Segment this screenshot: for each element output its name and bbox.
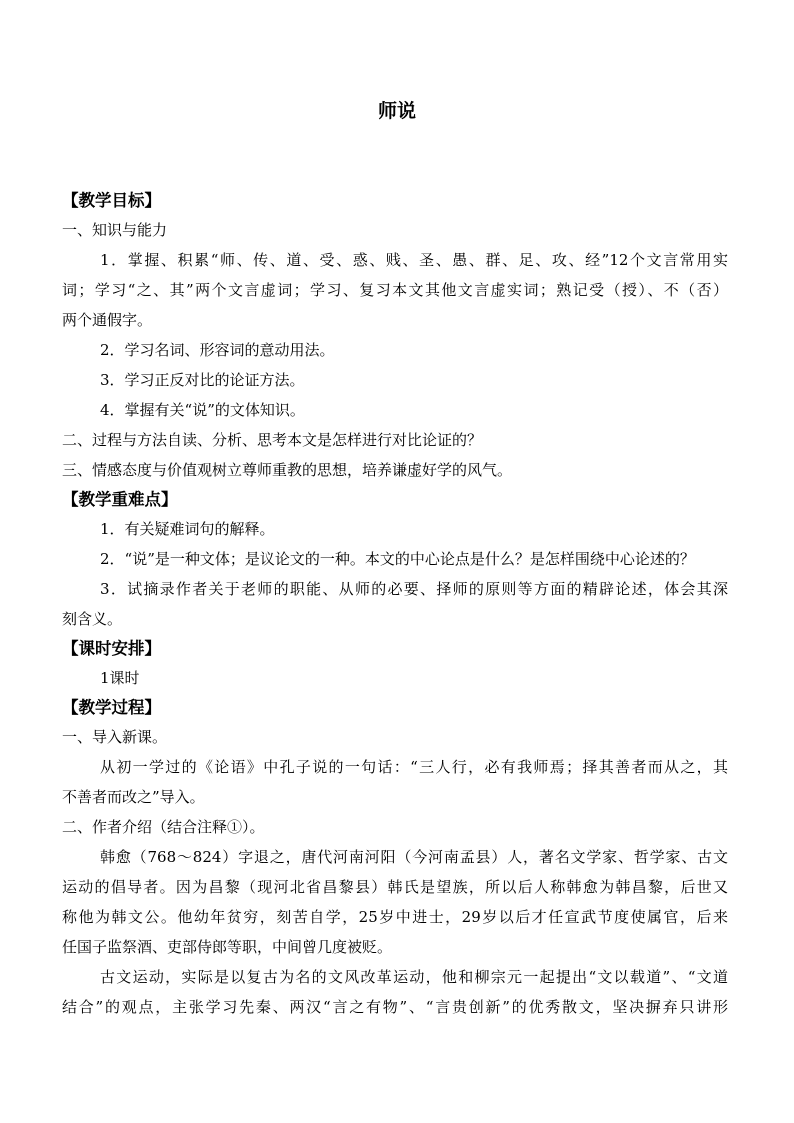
text-line-text: 三、情感态度与价值观树立尊师重教的思想，培养谦虚好学的风气。 (62, 461, 513, 479)
text-line (62, 425, 742, 455)
text-line-text: 韩愈（768～824）字退之，唐代河南河阳（今河南孟县）人，著名文学家、哲学家、古文 (100, 848, 728, 866)
text-line (62, 842, 742, 872)
text-line-text: 刻含义。 (62, 610, 123, 628)
text-line-text: 不善者而改之”导入。 (62, 788, 205, 806)
text-line-text: 1．掌握、积累“师、传、道、受、惑、贱、圣、愚、群、足、攻、经”12个文言常用实 (100, 251, 728, 269)
text-line-text: 一、知识与能力 (62, 221, 168, 239)
text-line (62, 215, 742, 245)
text-line (62, 604, 742, 634)
text-line-text: 4．掌握有关“说”的文体知识。 (100, 401, 305, 419)
section-heading (62, 485, 742, 514)
text-line (62, 962, 742, 992)
text-line (62, 722, 742, 752)
text-line-text: 二、作者介绍（结合注释①）。 (62, 818, 265, 836)
text-line-text: 运动的倡导者。因为昌黎（现河北省昌黎县）韩氏是望族，所以后人称韩愈为韩昌黎，后世又 (62, 878, 728, 896)
text-line-text: 称他为韩文公。他幼年贫穷，刻苦自学，25岁中进士，29岁以后才任宣武节度使属官，后来 (62, 908, 728, 926)
document-body (62, 186, 742, 1022)
section-heading-text: 【教学重难点】 (62, 490, 178, 509)
text-line-text: 1．有关疑难词句的解释。 (100, 520, 275, 538)
text-line (62, 544, 742, 574)
text-line-text: 3．学习正反对比的论证方法。 (100, 371, 305, 389)
text-line (62, 395, 742, 425)
text-line (62, 932, 742, 962)
text-line (62, 514, 742, 544)
text-line (62, 902, 742, 932)
text-line-text: 词；学习“之、其”两个文言虚词；学习、复习本文其他文言虚实词；熟记受（授）、不（否） (62, 281, 728, 299)
text-line-text: 两个通假字。 (62, 311, 153, 329)
section-heading-text: 【课时安排】 (62, 639, 161, 658)
text-line-text: 二、过程与方法自读、分析、思考本文是怎样进行对比论证的？ (62, 431, 483, 449)
text-line-text: 3．试摘录作者关于老师的职能、从师的必要、择师的原则等方面的精辟论述，体会其深 (100, 580, 728, 598)
text-line (62, 574, 742, 604)
section-heading (62, 634, 742, 663)
section-heading-text: 【教学过程】 (62, 698, 161, 717)
text-line-text: 古文运动，实际是以复古为名的文风改革运动，他和柳宗元一起提出“文以载道”、“文道 (100, 968, 728, 986)
section-heading (62, 186, 742, 215)
text-line-text: 一、导入新课。 (62, 728, 168, 746)
text-line (62, 365, 742, 395)
page-title: 师说 (377, 100, 416, 122)
text-line (62, 335, 742, 365)
text-line (62, 752, 742, 782)
text-line (62, 305, 742, 335)
text-line-text: 任国子监祭酒、吏部侍郎等职，中间曾几度被贬。 (62, 938, 393, 956)
text-line (62, 782, 742, 812)
text-line-text: 结合”的观点，主张学习先秦、两汉“言之有物”、“言贵创新”的优秀散文，坚决摒弃只讲形 (62, 998, 728, 1016)
text-line-text: 从初一学过的《论语》中孔子说的一句话：“三人行，必有我师焉；择其善者而从之，其 (100, 758, 728, 776)
text-line (62, 455, 742, 485)
text-line-text: 2．“说”是一种文体；是议论文的一种。本文的中心论点是什么？是怎样围绕中心论述的？ (100, 550, 695, 568)
text-line (62, 992, 742, 1022)
text-line (62, 872, 742, 902)
text-line (62, 245, 742, 275)
text-line-text: 1课时 (100, 669, 140, 687)
text-line-text: 2．学习名词、形容词的意动用法。 (100, 341, 335, 359)
text-line (62, 663, 742, 693)
section-heading-text: 【教学目标】 (62, 191, 161, 210)
section-heading (62, 693, 742, 722)
text-line (62, 812, 742, 842)
text-line (62, 275, 742, 305)
